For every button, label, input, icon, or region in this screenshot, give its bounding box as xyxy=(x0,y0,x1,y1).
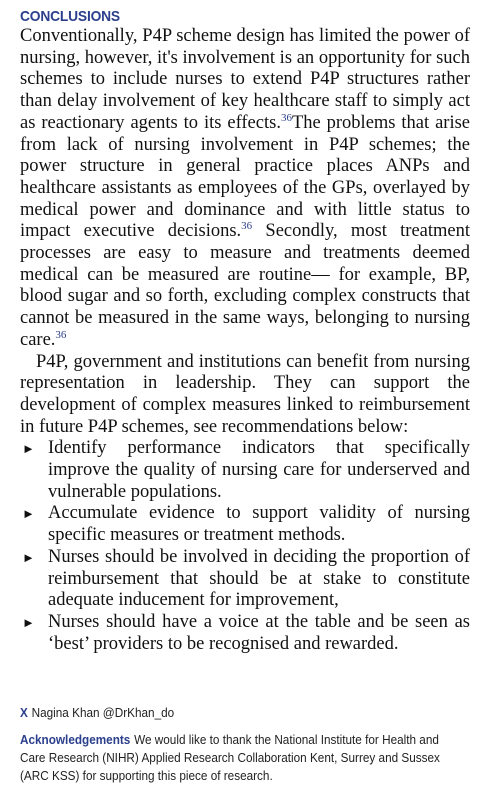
list-item xyxy=(20,612,470,655)
citation-ref[interactable]: 36 xyxy=(280,111,292,124)
list-item xyxy=(20,503,470,546)
list-item-text: Accumulate evidence to support validity of nursing specific measures or treatment methods. xyxy=(48,503,470,546)
recommendations-list xyxy=(20,438,470,655)
article-body xyxy=(20,26,470,655)
acknowledgements-text: We would like to thank the National Institute for Health and Care Research (NIHR) Applied Research Collaboration Kent, Surrey and Sussex (ARC KSS) for supporting this piece of research. xyxy=(20,733,440,783)
social-handle xyxy=(20,706,452,720)
acknowledgements xyxy=(20,731,452,785)
conclusions-paragraph-1 xyxy=(20,26,470,352)
bullet-arrow-icon: ► xyxy=(22,549,35,565)
x-logo-icon: X xyxy=(20,706,28,720)
author-handle[interactable]: Nagina Khan @DrKhan_do xyxy=(31,706,175,720)
list-item xyxy=(20,547,470,612)
paragraph-text: The problems that arise from lack of nursing involvement in P4P schemes; the power structure in general practice places ANPs and healthcare assistants as employees of the GPs, overlayed by medical power and dominance and with little status to impact executive decisions. xyxy=(20,112,471,242)
acknowledgements-label: Acknowledgements xyxy=(20,733,131,747)
paragraph-text: Secondly, most treatment processes are easy to measure and treatments deemed medical can be measured are routine— for example, BP, blood sugar and so forth, excluding complex constructs that cannot be measured in the same ways, belonging to nursing care. xyxy=(20,221,470,350)
list-item xyxy=(20,438,470,503)
bullet-arrow-icon: ► xyxy=(22,614,35,630)
list-item-text: Identify performance indicators that specifically improve the quality of nursing care for underserved and vulnerable populations. xyxy=(48,438,470,502)
citation-ref[interactable]: 36 xyxy=(241,220,253,233)
bullet-arrow-icon: ► xyxy=(22,506,35,522)
citation-ref[interactable]: 36 xyxy=(55,328,67,341)
list-item-text: Nurses should have a voice at the table and be seen as ‘best’ providers to be recognised and rewarded. xyxy=(48,611,470,654)
list-item-text: Nurses should be involved in deciding the proportion of reimbursement that should be at stake to constitute adequate inducement for improvement, xyxy=(48,546,470,611)
conclusions-paragraph-2: P4P, government and institutions can benefit from nursing representation in leadership. They can support the development of complex measures linked to reimbursement in future P4P schemes, see recommendations below: xyxy=(20,351,470,437)
section-heading: CONCLUSIONS xyxy=(20,8,120,25)
paragraph-text: Conventionally, P4P scheme design has limited the power of nursing, however, it's involvement is an opportunity for such schemes to include nurses to extend P4P structures rather than delay involvement of key healthcare staff to simply act as reactionary agents to its effects. xyxy=(20,26,470,133)
bullet-arrow-icon: ► xyxy=(22,441,35,457)
article-section xyxy=(20,8,470,655)
